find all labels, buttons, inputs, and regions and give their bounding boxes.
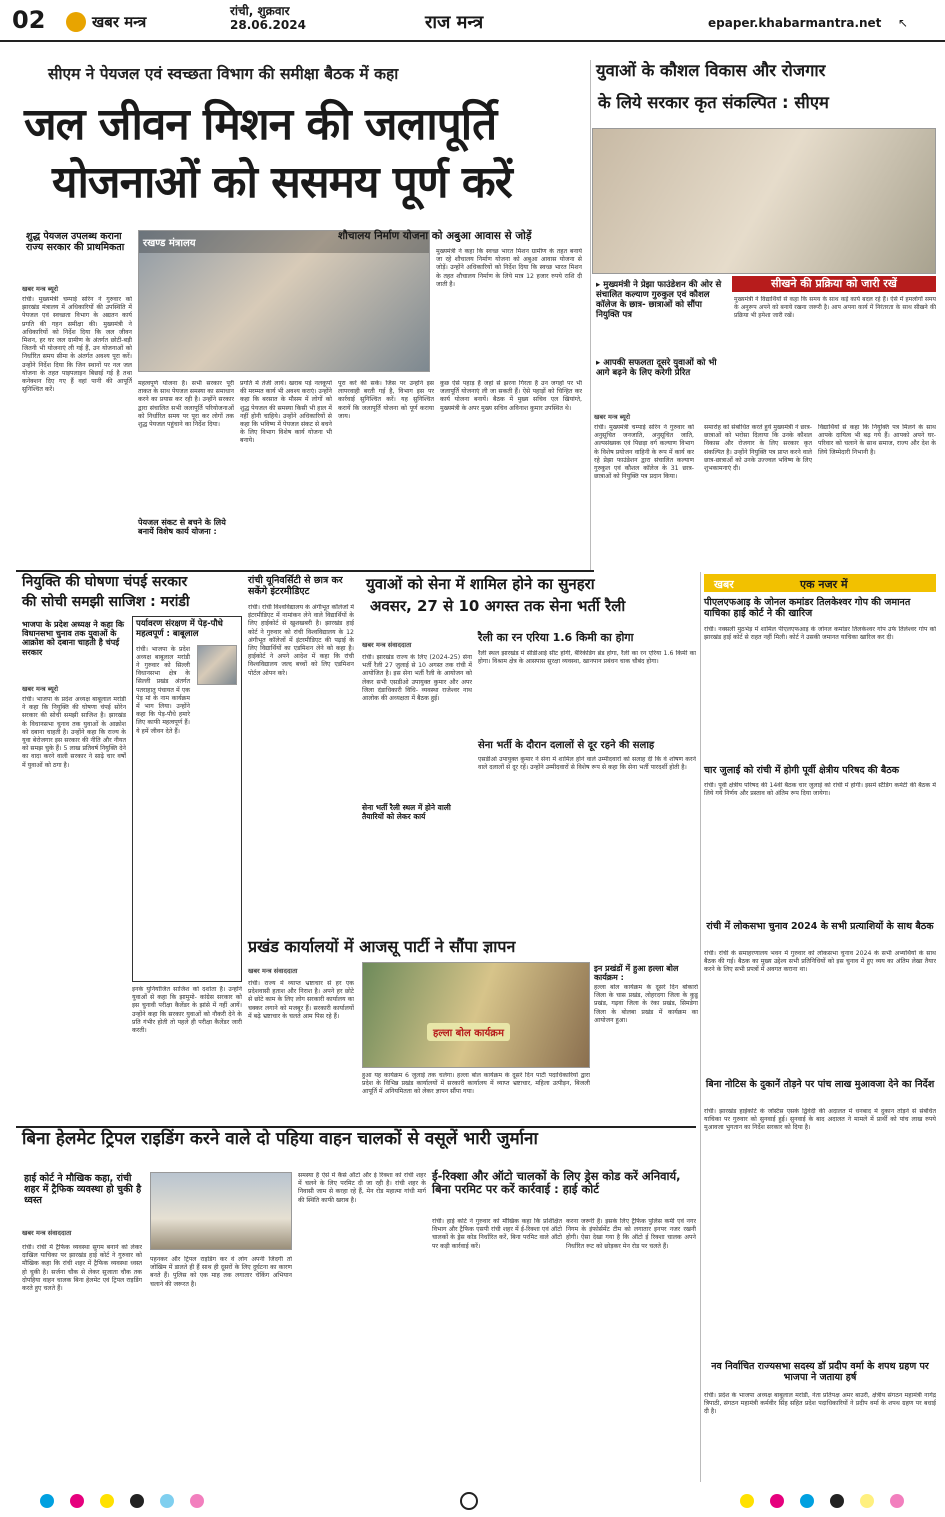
skill-body3: विद्यार्थियों से कहा कि नियुक्ति पत्र मिलने के साथ आपके दायित्व भी बढ़ गये हैं। आपको अपने घर- परिवार को चलाने के साथ समाज, राज्य और देश के लिये जिम्मेदारी निभानी है। [818,424,936,456]
nutshell-t2: रांची। पूर्वी क्षेत्रीय परिषद की 14वीं बैठक चार जुलाई को रांची में होगी। इसमें स्टैंडिंग कमेटी की बैठक में लिये गये निर्णय और प्रस्ताव को अंतिम रूप दिया जायेगा। [704,782,936,798]
marandi-title-line2: की सोची समझी साजिश : मरांडी [22,594,190,610]
column-rule [590,60,591,570]
registration-dot-icon [860,1494,874,1508]
toilet-body2: पूरा करें की सकें। जिस पर उन्होंने इस लापरवाही बरती गई है, विभाग इस पर कार्रवाई सुनिश्चित करें। यह सुनिश्चित करायें कि जलापूर्ति योजना को पूर्ण कराया जाय। [338,380,434,420]
marandi-box-text: रांची। भाजपा के प्रदेश अध्यक्ष बाबूलाल मरांडी ने गुरुवार को सिल्ली विधानसभा क्षेत्र के सिल्ली प्रखंड अंतर्गत पतराहातु पंचायत में एक पेड़ मां के नाम कार्यक्रम में भाग लिया। उन्होंने कहा कि पेड़-पौधे हमारे लिए काफी महत्वपूर्ण हैं। ये हमें जीवन देते हैं। [136,645,190,735]
toilet-title: शौचालय निर्माण योजना को अबुआ आवास से जोड़ें [338,230,532,242]
helmet-body3: समस्या है ऐसे में कैसे ऑटो और ई रिक्शा को रांची शहर में चलने के लिए परमिट दी जा रही है। रांची शहर के निवासी जाम से करहा रहे हैं, मेन रोड महात्मा गांधी मार्ग की स्थिति काफी खराब है। [298,1172,426,1204]
marandi-box-title: पर्यावरण संरक्षण में पेड़-पौधे महत्वपूर्ण : बाबूलाल [136,619,223,639]
lead-photo-caption: रखण्ड मंत्रालय [139,231,429,253]
lead-body-col1: रांची। मुख्यमंत्री चम्पाई सोरेन ने गुरुवार को झारखंड मंत्रालय में अधिकारियों की उपस्थिति में पेयजल एवं स्वच्छता विभाग के अद्यतन कार्य प्रगति की गहन समीक्षा की। मुख्यमंत्री ने अधिकारियों को निर्देश दिया कि जल जीवन मिशन, हर घर जल ग्रामीण के अंतर्गत छोटी-बड़ी जितनी भी योजनाएं ली गई हैं, उन योजनाओं को निर्धारित समय सीमा के अंतर्गत अवश्य पूरा करें। उन्होंने निर्देश दिया कि जिन स्थानों पर नल जल योजना के तहत पाइपलाइन बिछाई गई है तथा कनेक्शन दिए गए हैं वहां पानी की आपूर्ति सुनिश्चित करें। [22,296,132,394]
ajsu-banner: हल्ला बोल कार्यक्रम [427,1023,510,1041]
toilet-body1: मुख्यमंत्री ने कहा कि स्वच्छ भारत मिशन ग्रामीण के तहत बनाये जा रहे शौचालय निर्माण योजना को अबुआ आवास योजना से जोड़ें। उन्होंने अधिकारियों को निर्देश दिया कि स्वच्छ भारत मिशन के तहत शौचालय निर्माण के लिये मात्र 12 हजार रुपये राशि दी जाती है। [436,248,582,288]
helmet-title: बिना हेलमेट ट्रिपल राइडिंग करने वाले दो पहिया वाहन चालकों से वसूलें भारी जुर्माना [22,1129,538,1149]
nutshell-h1: पीएलएफआइ के जोनल कमांडर तिलकेश्वर गोप की जमानत याचिका हाई कोर्ट ने की खारिज [704,597,911,619]
erickshaw-body2: करना जरूरी है। इसके लिए ट्रैफिक पुलिस कर्मी एवं नगर निगम के इंफोर्समेंट टीम को लगातार इनपर नजर रखनी होगी। ऐसा देखा गया है कि ऑटो ई रिक्शा चालक अपने निर्धारित रूट को छोड़कर मेन रोड पर चलते हैं। [566,1218,696,1250]
skill-bullet1 [596,280,726,320]
nutshell-title: एक नजर में [800,578,848,591]
registration-dot-icon [800,1494,814,1508]
skill-body2: समारोह को संबोधित करते हुये मुख्यमंत्री ने छात्र-छात्राओं को भरोसा दिलाया कि उनके कौशल विकास और रोजगार के लिए सरकार कृत संकल्पित है। उन्होंने नियुक्ति पत्र प्राप्त करने वाले छात्र-छात्राओं को उनके उज्ज्वल भविष्य के लिए शुभकामनाएं दी। [704,424,812,473]
crosshair-icon [460,1492,478,1510]
erickshaw-body1: रांची। हाई कोर्ट ने गुरुवार को मौखिक कहा कि प्रशिक्षित विभाग और ट्रैफिक एसपी रांची शहर में ई-रिक्शा एवं ऑटो चालकों के ड्रेस कोड निर्धारित करें, बिना परमिट वाले ऑटो पर कड़ी कार्रवाई करें। [432,1218,562,1250]
lead-body-col2: महत्वपूर्ण योजना है। सभी सरकार पूरी ताकत के साथ पेयजल समस्या का समाधान करने का प्रयास कर रही है। उन्होंने सरकार द्वारा संचालित सभी जलापूर्ति परियोजनाओं को निर्धारित समय पर पूरा कर लोगों तक शुद्ध पेयजल पहुंचाने का निर्देश दिया। [138,380,234,429]
army-title-line1: युवाओं को सेना में शामिल होने का सुनहरा [366,575,595,593]
brand-name: खबर मन्त्र [92,13,147,31]
print-registration-marks [0,1488,945,1517]
page-header [0,0,945,42]
city-day: रांची, शुक्रवार [230,4,290,18]
army-run-head: रैली का रन एरिया 1.6 किमी का होगा [478,631,634,644]
marandi-body: रांची। भाजपा के प्रदेश अध्यक्ष बाबूलाल मरांडी ने कहा कि नियुक्ति की घोषणा चंपई सोरेन सरकार की सोची समझी साजिश है। झारखंड के विधानसभा चुनाव तक युवाओं के आक्रोश को दबाना चाहती है। उन्होंने कहा कि राज्य के युवा बेरोजगार इस सरकार की नीति और नीयत को समझ चुके हैं। 5 लाख प्रतिवर्ष नियुक्ति देने का वादा करने वाली सरकार ने साढ़े चार वर्षों में युवाओं को ठगा है। [22,696,126,769]
erickshaw-title: ई-रिक्शा और ऑटो चालकों के लिए ड्रेस कोड करें अनिवार्य, बिना परमिट पर करें कार्रवाई : हाई कोर्ट [432,1169,681,1197]
lead-subhead: शुद्ध पेयजल उपलब्ध कराना राज्य सरकार की प्राथमिकता [26,231,125,253]
ajsu-side-text: हल्ला बोल कार्यक्रम के दूसरे दिन बोकारो जिला के चास प्रखंड, लोहरदगा जिला के कुडू प्रखंड, गढ़वा जिला के रंका प्रखंड, सिमडेगा जिला के बोलबा प्रखंड में कार्यक्रम का आयोजन हुआ। [594,984,698,1024]
lead-kicker: सीएम ने पेयजल एवं स्वच्छता विभाग की समीक्षा बैठक में कहा [48,65,399,83]
army-broker-head: सेना भर्ती के दौरान दलालों से दूर रहने की सलाह [478,740,655,751]
skill-bullet2-text: आपकी सफलता दूसरे युवाओं को भी आगे बढ़ने के लिए करेगी प्रेरित [596,358,717,378]
nutshell-t5: रांची। प्रदेश के भाजपा अध्यक्ष बाबूलाल मरांडी, नेता प्रतिपक्ष अमर बाउरी, क्षेत्रीय संगठन महामंत्री नागेंद्र त्रिपाठी, संगठन महामंत्री कर्मवीर सिंह सहित प्रदेश पदाधिकारियों ने प्रदीप वर्मा के शपथ ग्रहण पर बधाई दी है। [704,1392,936,1416]
cursor-icon: ↖ [898,16,909,30]
army-title-line2: अवसर, 27 से 10 अगस्त तक सेना भर्ती रैली [370,597,626,615]
nutshell-brand: खबर [714,578,734,591]
bullet-arrow-icon: ▸ [596,358,601,368]
helmet-photo [150,1172,292,1250]
marandi-byline: खबर मन्त्र ब्यूरो [22,685,59,693]
lead-side-head: पेयजल संकट से बचने के लिये बनायें विशेष कार्य योजना : [138,518,226,537]
marandi-subhead: भाजपा के प्रदेश अध्यक्ष ने कहा कि विधानसभा चुनाव तक युवाओं के आक्रोश को दबाना चाहती है चंपई सरकार [22,620,124,657]
marandi-body2: इनके युनियोजित साजिश को दर्शाता है। उन्होंने युवाओं से कहा कि झामुमो- कांग्रेस सरकार को इस चुनावी परीक्षा कैलेंडर के झांसे में नहीं आयें। उन्होंने कहा कि सरकार युवाओं को नौकरी देने के प्रति गंभीर होती तो पहले ही परीक्षा कैलेंडर जारी करती। [132,986,242,1035]
nutshell-h4: बिना नोटिस के दुकानें तोड़ने पर पांच लाख मुआवजा देने का निर्देश [705,1079,935,1090]
registration-dot-icon [100,1494,114,1508]
skill-band-text: मुख्यमंत्री ने विद्यार्थियों से कहा कि समय के साथ कई कार्य बदल रहे हैं। ऐसे में हमलोगों समय के अनुरूप अपने को बनाये रखना जरूरी है। आप अपना कार्य में निरंतरता के साथ सीखने की प्रक्रिया भी हमेशा जारी रखें। [734,296,936,320]
ajsu-body2: हुआ यह कार्यक्रम 6 जुलाई तक चलेगा। हल्ला बोल कार्यक्रम के दूसरे दिन पार्टी पदाधिकारियों द्वारा प्रदेश के विभिन्न प्रखंड कार्यालयों में सरकारी कार्यालय में व्याप्त भ्रष्टाचार, महिला उत्पीड़न, बिजली आपूर्ति में अनियमितता को लेकर ज्ञापन सौंपा गया। [362,1072,590,1096]
lead-title-line2: योजनाओं को ससमय पूर्ण करें [52,157,512,208]
army-run-text: रैली स्थल झारखंड में सीडीआई सीट होगी, बैरिकेडिंग ब्रेड होगा, रैली का रन एरिया 1.6 किमी का होगा। विश्राम क्षेत्र के आसपास सुरक्षा व्यवस्था, खानपान प्रबंधन चाक चौबंद होगा। [478,650,696,666]
helmet-byline: खबर मन्त्र संवाददाता [22,1229,72,1237]
skill-title-line1: युवाओं के कौशल विकास और रोजगार [596,61,826,80]
nutshell-t3: रांची। रांची के समाहरणालय भवन में गुरुवार को लोकसभा चुनाव 2024 के सभी अभ्यर्थियों के साथ बैठक की गई। बैठक का मुख्य उद्देश्य सभी प्रतिनिधियों को इस चुनाव में हुए व्यय का अंतिम लेखा तैयार करने के लिए सभी प्रपत्रों में अवगत कराना था। [704,950,936,974]
divider [16,570,594,572]
marandi-title-line1: नियुक्ति की घोषणा चंपई सरकार [22,574,188,590]
army-broker-text: एसडीओ उपायुक्त कुमार ने सेना में शामिल होने वाले उम्मीदवारों को सलाह दी कि वे शोषण करने वाले दलालों से दूर रहें। उन्होंने उम्मीदवारों से विशेष रूप से कहा कि सेना भर्ती पारदर्शी होती है। [478,756,696,772]
marandi-box [132,616,242,982]
registration-dot-icon [40,1494,54,1508]
bullet-arrow-icon: ▸ [596,280,601,290]
registration-dot-icon [160,1494,174,1508]
toilet-body3: कुछ ऐसे पहाड़ हैं जहां से झरना गिरता है उन जगहों पर भी जलापूर्ति योजनाएं ली जा सकती हैं। ऐसे पहाड़ों को चिन्हित कर कार्य योजना बनायें। बैठक में मुख्य सचिव एल खियांग्ते, मुख्यमंत्री के अपर मुख्य सचिव अविनाश कुमार उपस्थित थे। [440,380,582,412]
ajsu-side-head: इन प्रखंडों में हुआ हल्ला बोल कार्यक्रम : [594,964,679,983]
nutshell-h3: रांची में लोकसभा चुनाव 2024 के सभी प्रत्याशियों के साथ बैठक [706,921,934,932]
lead-body-col3: प्रगति में तेजी लायें। खराब पड़े नलकूपों की मरम्मत कार्य भी अवश्य कराएं। उन्होंने कहा कि बरसात के मौसम में लोगों को शुद्ध पेयजल की समस्या किसी भी हाल में नहीं होनी चाहिये। उन्होंने अधिकारियों से कहा कि भविष्य में पेयजल संकट से बचने के लिए विभाग विशेष कार्य योजना भी बनाये। [240,380,332,445]
skill-title-line2: के लिये सरकार कृत संकल्पित : सीएम [598,93,829,112]
lead-byline: खबर मन्त्र ब्यूरो [22,285,59,293]
registration-dot-icon [130,1494,144,1508]
issue-date: 28.06.2024 [230,18,306,32]
page-number: 02 [12,6,46,34]
skill-band: सीखने की प्रक्रिया को जारी रखें [732,276,936,292]
column-rule [700,572,701,1482]
helmet-body1: रांची। रांची में ट्रैफिक व्यवस्था सुगम बनाने को लेकर दाखिल याचिका पर झारखंड हाई कोर्ट ने गुरुवार को मौखिक कहा कि रांची शहर में ट्रैफिक व्यवस्था ध्वस्त हो चुकी है। सर्जना चौक से लेकर सुजाता चौक तक दोपहिया वाहन चालक बिना हेलमेट एवं ट्रिपल राइडिंग करते हुए चलते हैं। [22,1244,142,1293]
skill-byline: खबर मन्त्र ब्यूरो [594,413,631,421]
dateline [230,4,306,32]
ajsu-title: प्रखंड कार्यालयों में आजसू पार्टी ने सौंपा ज्ञापन [248,937,516,956]
army-body1: रांची। झारखंड राज्य के लिए (2024-25) सेना भर्ती रैली 27 जुलाई से 10 अगस्त तक रांची में आयोजित है। इस सेना भर्ती रैली के आयोजन को लेकर सभी एसडीओ उपायुक्त कुमार और अपर जिला दंडाधिकारी विधि- व्यवस्था राजेश्वर नाथ आलोक की अध्यक्षता में बैठक हुई। [362,654,472,703]
lead-title-line1: जल जीवन मिशन की जलापूर्ति [24,99,497,150]
registration-dot-icon [890,1494,904,1508]
ajsu-byline: खबर मन्त्र संवाददाता [248,967,298,975]
skill-bullet1-text: मुख्यमंत्री ने प्रेझा फाउंडेशन की ओर से संचालित कल्याण गुरुकुल एवं कौशल कॉलेज के छात्र- छात्राओं को सौंपा नियुक्ति पत्र [596,280,722,320]
university-body: रांची। रांची विश्वविद्यालय के अंगीभूत कॉलेजों में इंटरमीडिएट में नामांकन लेने वाले विद्यार्थियों के लिए हाईकोर्ट से खुशखबरी है। झारखंड हाई कोर्ट ने गुरुवार को रांची विश्वविद्यालय के 12 अंगीभूत कॉलेजों में इंटरमीडिएट की पढ़ाई के लिए विद्यार्थियों का एडमिशन लेने को कहा है। हाईकोर्ट ने अपने आदेश में कहा कि रांची विश्वविद्यालय जल्द बच्चों को लिए एडमिशन पोर्टल ओपन करे। [248,604,354,677]
registration-dot-icon [830,1494,844,1508]
divider [16,1126,696,1128]
nutshell-t4: रांची। झारखंड हाईकोर्ट के जस्टिस एसके द्विवेदी की अदालत में धनबाद में दुकान तोड़ने से संबंधित याचिका पर गुरुवार को सुनवाई हुई। सुनवाई के बाद अदालत ने मामले में प्रार्थी को पांच लाख रुपये मुआवजा भुगतान का निर्देश सरकार को दिया है। [704,1108,936,1132]
marandi-avatar [197,645,237,685]
nutshell-h2: चार जुलाई को रांची में होगी पूर्वी क्षेत्रीय परिषद की बैठक [704,765,900,776]
army-byline: खबर मन्त्र संवाददाता [362,641,412,649]
registration-dot-icon [70,1494,84,1508]
ajsu-body1: रांची। राज्य में व्याप्त भ्रष्टाचार से हर एक प्रदेशवासी हताश और निराश है। अपने हर छोटे से छोटे काम के लिए लोग सरकारी कार्यालय का चक्कर लगाने को मजबूर हैं। सरकारी कार्यालयों में बढ़े भ्रष्टाचार के चलते आम पिस रहे हैं। [248,980,354,1020]
helmet-body2: पहनकर और ट्रिपल राइडिंग कर वे लोग अपनी जिंदगी तो जोखिम में डालते ही हैं साथ ही दूसरों के लिए दुर्घटना का कारण बनते हैं। पुलिस को एक माह तक लगातार चेकिंग अभियान चलाने की जरूरत है। [150,1256,292,1288]
section-title: राज मन्त्र [425,12,484,33]
helmet-subhead: हाई कोर्ट ने मौखिक कहा, रांची शहर में ट्रैफिक व्यवस्था हो चुकी है ध्वस्त [24,1173,142,1206]
university-title: रांची यूनिवर्सिटी से छात्र कर सकेंगे इंटरमीडिएट [248,575,343,597]
ajsu-photo [362,962,590,1068]
nutshell-tab [704,574,936,592]
registration-dot-icon [770,1494,784,1508]
army-subhead: सेना भर्ती रैली स्थल में होने वाली तैयारियों को लेकर कार्य [362,803,451,821]
skill-bullet2 [596,358,726,378]
brand-logo-icon [66,12,86,32]
registration-dot-icon [740,1494,754,1508]
nutshell-h5: नव निर्वाचित राज्यसभा सदस्य डॉ प्रदीप वर्मा के शपथ ग्रहण पर भाजपा ने जताया हर्ष [711,1361,929,1383]
epaper-link[interactable]: epaper.khabarmantra.net [708,16,882,30]
skill-body1: रांची। मुख्यमंत्री चम्पाई सोरेन ने गुरुवार को अनुसूचित जनजाति, अनुसूचित जाति, अल्पसंख्यक एवं पिछड़ा वर्ग कल्याण विभाग के विशेष प्रयोजन वाहिनी के रूप में कार्य कर रहे प्रेझा फाउंडेशन द्वारा संचालित कल्याण गुरुकुल एवं कौशल कॉलेज के 31 छात्र-छात्राओं को नियुक्ति पत्र प्रदान किया। [594,424,694,481]
lead-photo [138,230,430,372]
skill-photo [592,128,936,274]
registration-dot-icon [190,1494,204,1508]
nutshell-t1: रांची। नक्सली मुठभेड़ में शामिल पीएलएफआइ के जोनल कमांडर तिलकेश्वर गोप उर्फ तिलेश्वर गोप को झारखंड हाई कोर्ट से राहत नहीं मिली। कोर्ट ने उसकी जमानत याचिका खारिज कर दी। [704,626,936,642]
